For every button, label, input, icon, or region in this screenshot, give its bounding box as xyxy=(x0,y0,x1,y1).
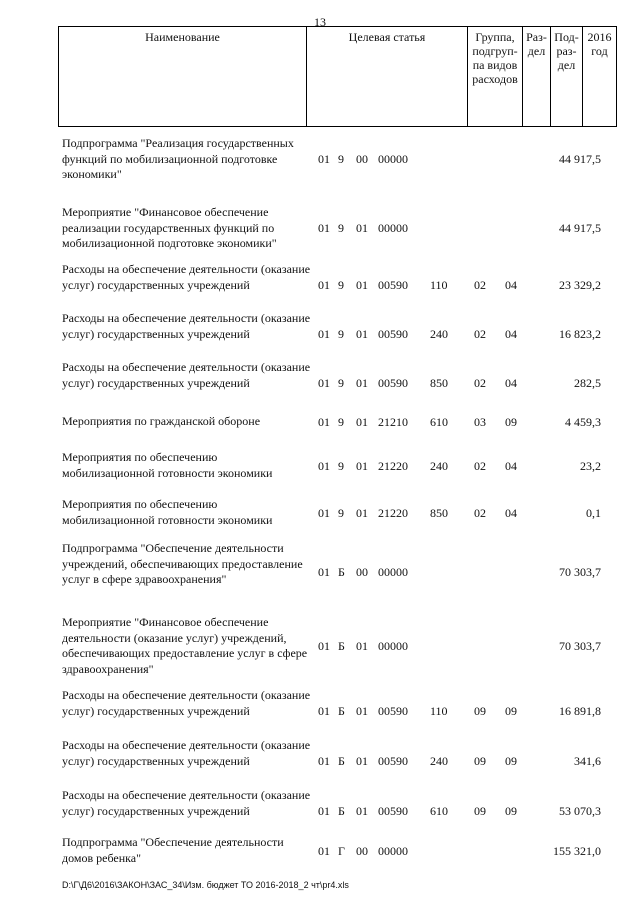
target-code-event: 01 xyxy=(356,639,368,653)
amount-2016: 53 070,3 xyxy=(559,804,601,819)
target-code-event: 01 xyxy=(356,327,368,342)
subsection-code: 09 xyxy=(505,704,517,719)
target-code-direction: 00000 xyxy=(378,639,408,653)
target-code-event: 01 xyxy=(356,278,368,293)
target-code-program: 01 xyxy=(318,754,330,769)
amount-2016: 23,2 xyxy=(580,458,601,473)
header-target: Целевая статья xyxy=(306,27,467,126)
header-name: Наименование xyxy=(145,30,220,44)
target-code-event: 01 xyxy=(356,754,368,769)
table-row xyxy=(62,311,618,358)
target-code-direction: 00000 xyxy=(378,152,408,167)
amount-2016: 341,6 xyxy=(574,754,601,769)
header-group: Группа, подгруп-па видов расходов xyxy=(467,27,522,126)
target-code-direction: 00590 xyxy=(378,704,408,719)
target-code-program: 01 xyxy=(318,505,330,520)
row-name: Расходы на обеспечение деятельности (оказание услуг) государственных учреждений xyxy=(62,738,311,768)
target-code-direction: 21220 xyxy=(378,505,408,520)
subsection-code: 04 xyxy=(505,458,517,473)
row-name: Мероприятия по обеспечению мобилизационной готовности экономики xyxy=(62,497,273,527)
target-code-direction: 00590 xyxy=(378,376,408,391)
target-code-program: 01 xyxy=(318,458,330,473)
target-code-event: 00 xyxy=(356,565,368,579)
section-code: 09 xyxy=(474,754,486,769)
subsection-code: 09 xyxy=(505,804,517,819)
target-code-event: 01 xyxy=(356,804,368,819)
target-code-subprogram: Б xyxy=(338,704,345,719)
target-code-program: 01 xyxy=(318,152,330,167)
expense-group: 850 xyxy=(430,505,448,520)
target-code-subprogram: Б xyxy=(338,565,345,579)
page-number: 13 xyxy=(314,15,326,29)
target-code-program: 01 xyxy=(318,414,330,429)
target-code-direction: 00000 xyxy=(378,843,408,858)
target-code-program: 01 xyxy=(318,327,330,342)
target-code-program: 01 xyxy=(318,704,330,719)
section-code: 02 xyxy=(474,505,486,520)
table-row xyxy=(62,262,618,309)
section-code: 03 xyxy=(474,414,486,429)
target-code-event: 01 xyxy=(356,414,368,429)
amount-2016: 23 329,2 xyxy=(559,278,601,293)
table-row xyxy=(62,615,618,677)
target-code-subprogram: 9 xyxy=(338,221,344,236)
table-row xyxy=(62,205,618,252)
row-name: Расходы на обеспечение деятельности (оказание услуг) государственных учреждений xyxy=(62,311,311,341)
footer-file-path: D:\Г\Д6\2016\ЗАКОН\ЗАС_34\Изм. бюджет ТО 2016-2018_2 чт\pr4.xls xyxy=(62,880,349,890)
expense-group: 850 xyxy=(430,376,448,391)
target-code-subprogram: 9 xyxy=(338,327,344,342)
table-row xyxy=(62,414,618,430)
amount-2016: 44 917,5 xyxy=(559,221,601,236)
amount-2016: 4 459,3 xyxy=(565,414,601,429)
target-code-event: 00 xyxy=(356,152,368,167)
section-code: 02 xyxy=(474,376,486,391)
amount-2016: 0,1 xyxy=(586,505,601,520)
table-row xyxy=(62,541,618,603)
expense-group: 110 xyxy=(430,704,448,719)
amount-2016: 44 917,5 xyxy=(559,152,601,167)
row-name: Мероприятия по гражданской обороне xyxy=(62,414,261,428)
row-name: Подпрограмма "Обеспечение деятельности учреждений, обеспечивающих предоставление услуг в сфере здравоохранения" xyxy=(62,541,303,586)
target-code-direction: 21220 xyxy=(378,458,408,473)
subsection-code: 04 xyxy=(505,278,517,293)
target-code-subprogram: Б xyxy=(338,804,345,819)
target-code-direction: 00590 xyxy=(378,754,408,769)
target-code-program: 01 xyxy=(318,565,330,579)
target-code-subprogram: Г xyxy=(338,843,345,858)
amount-2016: 155 321,0 xyxy=(553,843,601,858)
section-code: 02 xyxy=(474,458,486,473)
header-subsection: Под-раз-дел xyxy=(550,27,582,126)
target-code-direction: 21210 xyxy=(378,414,408,429)
amount-2016: 70 303,7 xyxy=(559,565,601,579)
expense-group: 110 xyxy=(430,278,448,293)
expense-group: 240 xyxy=(430,754,448,769)
table-row xyxy=(62,497,618,528)
section-code: 02 xyxy=(474,278,486,293)
section-code: 09 xyxy=(474,804,486,819)
table-header xyxy=(58,26,617,127)
amount-2016: 16 823,2 xyxy=(559,327,601,342)
row-name: Расходы на обеспечение деятельности (оказание услуг) государственных учреждений xyxy=(62,360,311,390)
expense-group: 240 xyxy=(430,327,448,342)
target-code-event: 01 xyxy=(356,458,368,473)
subsection-code: 09 xyxy=(505,414,517,429)
target-code-program: 01 xyxy=(318,278,330,293)
row-name: Расходы на обеспечение деятельности (оказание услуг) государственных учреждений xyxy=(62,688,311,718)
amount-2016: 282,5 xyxy=(574,376,601,391)
table-row xyxy=(62,136,618,183)
target-code-direction: 00590 xyxy=(378,327,408,342)
target-code-event: 01 xyxy=(356,376,368,391)
target-code-subprogram: 9 xyxy=(338,458,344,473)
expense-group: 610 xyxy=(430,414,448,429)
target-code-program: 01 xyxy=(318,843,330,858)
target-code-subprogram: 9 xyxy=(338,505,344,520)
subsection-code: 04 xyxy=(505,327,517,342)
section-code: 09 xyxy=(474,704,486,719)
target-code-subprogram: 9 xyxy=(338,376,344,391)
table-row xyxy=(62,450,618,481)
target-code-subprogram: 9 xyxy=(338,278,344,293)
target-code-program: 01 xyxy=(318,221,330,236)
target-code-event: 01 xyxy=(356,704,368,719)
target-code-program: 01 xyxy=(318,804,330,819)
header-section: Раз-дел xyxy=(522,27,550,126)
amount-2016: 16 891,8 xyxy=(559,704,601,719)
target-code-direction: 00000 xyxy=(378,565,408,579)
table-row xyxy=(62,360,618,407)
target-code-event: 00 xyxy=(356,843,368,858)
target-code-program: 01 xyxy=(318,639,330,653)
target-code-subprogram: Б xyxy=(338,754,345,769)
row-name: Мероприятие "Финансовое обеспечение деятельности (оказание услуг) учреждений, обеспечивающих предоставление услуг в сфере здравоохранения" xyxy=(62,615,308,676)
target-code-direction: 00000 xyxy=(378,221,408,236)
table-row xyxy=(62,738,618,785)
table-row xyxy=(62,835,618,866)
target-code-direction: 00590 xyxy=(378,804,408,819)
row-name: Подпрограмма "Обеспечение деятельности домов ребенка" xyxy=(62,835,284,865)
target-code-subprogram: 9 xyxy=(338,414,344,429)
target-code-event: 01 xyxy=(356,221,368,236)
target-code-event: 01 xyxy=(356,505,368,520)
target-code-program: 01 xyxy=(318,376,330,391)
row-name: Расходы на обеспечение деятельности (оказание услуг) государственных учреждений xyxy=(62,262,311,292)
table-row xyxy=(62,788,618,835)
table-row xyxy=(62,688,618,735)
amount-2016: 70 303,7 xyxy=(559,639,601,653)
subsection-code: 04 xyxy=(505,505,517,520)
expense-group: 610 xyxy=(430,804,448,819)
subsection-code: 04 xyxy=(505,376,517,391)
row-name: Мероприятия по обеспечению мобилизационной готовности экономики xyxy=(62,450,273,480)
row-name: Мероприятие "Финансовое обеспечение реализации государственных функций по мобилизационной подготовке экономики" xyxy=(62,205,277,250)
expense-group: 240 xyxy=(430,458,448,473)
subsection-code: 09 xyxy=(505,754,517,769)
header-year: 2016 год xyxy=(582,27,616,126)
section-code: 02 xyxy=(474,327,486,342)
row-name: Подпрограмма "Реализация государственных функций по мобилизационной подготовке экономики" xyxy=(62,136,294,181)
target-code-subprogram: Б xyxy=(338,639,345,653)
row-name: Расходы на обеспечение деятельности (оказание услуг) государственных учреждений xyxy=(62,788,311,818)
target-code-subprogram: 9 xyxy=(338,152,344,167)
target-code-direction: 00590 xyxy=(378,278,408,293)
